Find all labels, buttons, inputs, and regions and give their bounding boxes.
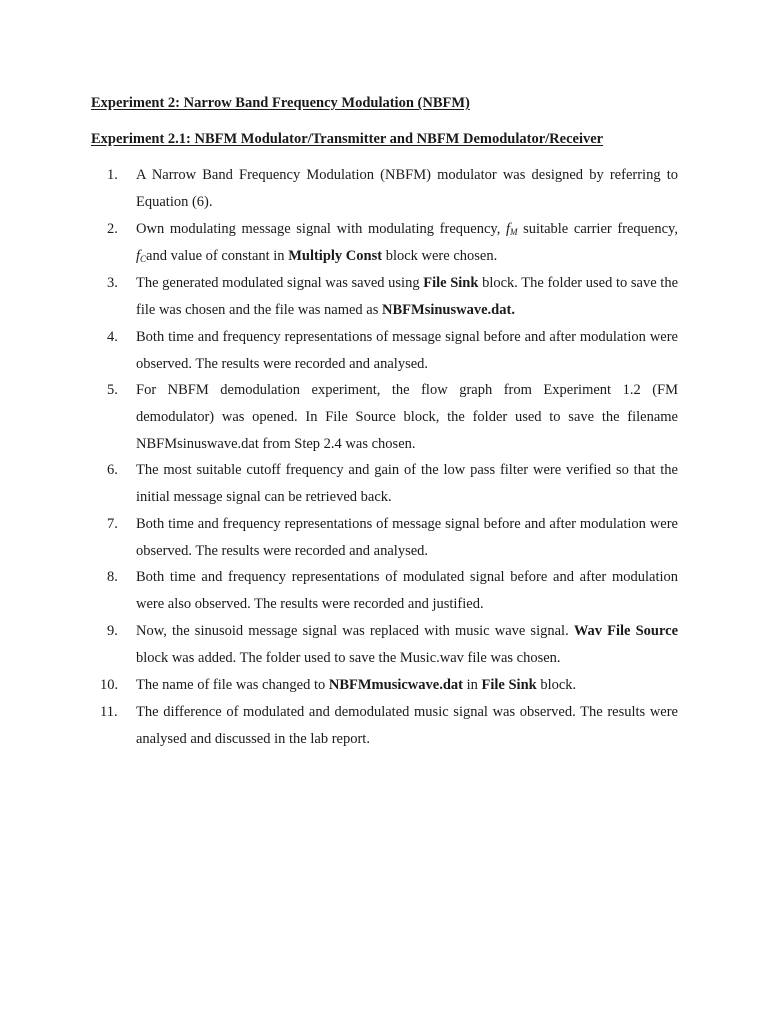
list-item-text: The name of file was changed to NBFMmusicwave.dat in File Sink block. bbox=[136, 677, 577, 693]
list-item bbox=[107, 618, 678, 672]
list-item bbox=[107, 162, 678, 216]
experiment-subheading: Experiment 2.1: NBFM Modulator/Transmitter and NBFM Demodulator/Receiver bbox=[91, 131, 604, 147]
list-item-number: 3. bbox=[107, 275, 118, 291]
list-item-number: 6. bbox=[107, 462, 118, 478]
list-item-text: The generated modulated signal was saved using File Sink block. The folder used to save the file was chosen and the file was named as NBFMsinuswave.dat. bbox=[136, 275, 678, 318]
list-item-text: Both time and frequency representations of modulated signal before and after modulation were also observed. The results were recorded and justified. bbox=[136, 569, 678, 612]
list-item bbox=[107, 216, 678, 270]
list-item-text: The difference of modulated and demodulated music signal was observed. The results were analysed and discussed in the lab report. bbox=[136, 704, 678, 747]
list-item-text: A Narrow Band Frequency Modulation (NBFM) modulator was designed by referring to Equation (6). bbox=[136, 167, 678, 210]
list-item bbox=[100, 699, 678, 753]
list-item bbox=[100, 672, 678, 699]
list-item-number: 7. bbox=[107, 516, 118, 532]
list-item-number: 1. bbox=[107, 167, 118, 183]
symbol-fc: $f_C$ bbox=[136, 248, 147, 264]
list-item-number: 2. bbox=[107, 221, 118, 237]
list-item bbox=[107, 324, 678, 378]
list-item bbox=[107, 564, 678, 618]
list-item-text: For NBFM demodulation experiment, the flow graph from Experiment 1.2 (FM demodulator) was opened. In File Source block, the folder used to save the filename NBFMsinuswave.dat from Step 2.4 was chosen. bbox=[136, 382, 678, 452]
list-item bbox=[107, 270, 678, 324]
list-item bbox=[107, 511, 678, 565]
list-item-number: 8. bbox=[107, 569, 118, 585]
list-item-text: Now, the sinusoid message signal was replaced with music wave signal. Wav File Source block was added. The folder used to save the Music.wav file was chosen. bbox=[136, 623, 679, 666]
symbol-fm: $f_M$ bbox=[505, 221, 518, 237]
list-item-text: The most suitable cutoff frequency and gain of the low pass filter were verified so that the initial message signal can be retrieved back. bbox=[136, 462, 678, 505]
list-item-text: Both time and frequency representations of message signal before and after modulation were observed. The results were recorded and analysed. bbox=[136, 329, 678, 372]
list-item-text: Both time and frequency representations of message signal before and after modulation were observed. The results were recorded and analysed. bbox=[136, 516, 678, 559]
list-item-number: 5. bbox=[107, 382, 118, 398]
experiment-heading: Experiment 2: Narrow Band Frequency Modulation (NBFM) bbox=[91, 95, 470, 111]
list-item bbox=[107, 457, 678, 511]
list-item-number: 4. bbox=[107, 329, 118, 345]
list-item-number: 10. bbox=[100, 677, 119, 693]
list-item-number: 11. bbox=[100, 704, 118, 720]
list-item-text: Own modulating message signal with modulating frequency, $f_M$ suitable carrier frequency, $f_Cand$ value of constant in Multiply Const block were chosen. bbox=[136, 221, 678, 264]
list-item bbox=[107, 377, 678, 458]
list-item-number: 9. bbox=[107, 623, 118, 639]
